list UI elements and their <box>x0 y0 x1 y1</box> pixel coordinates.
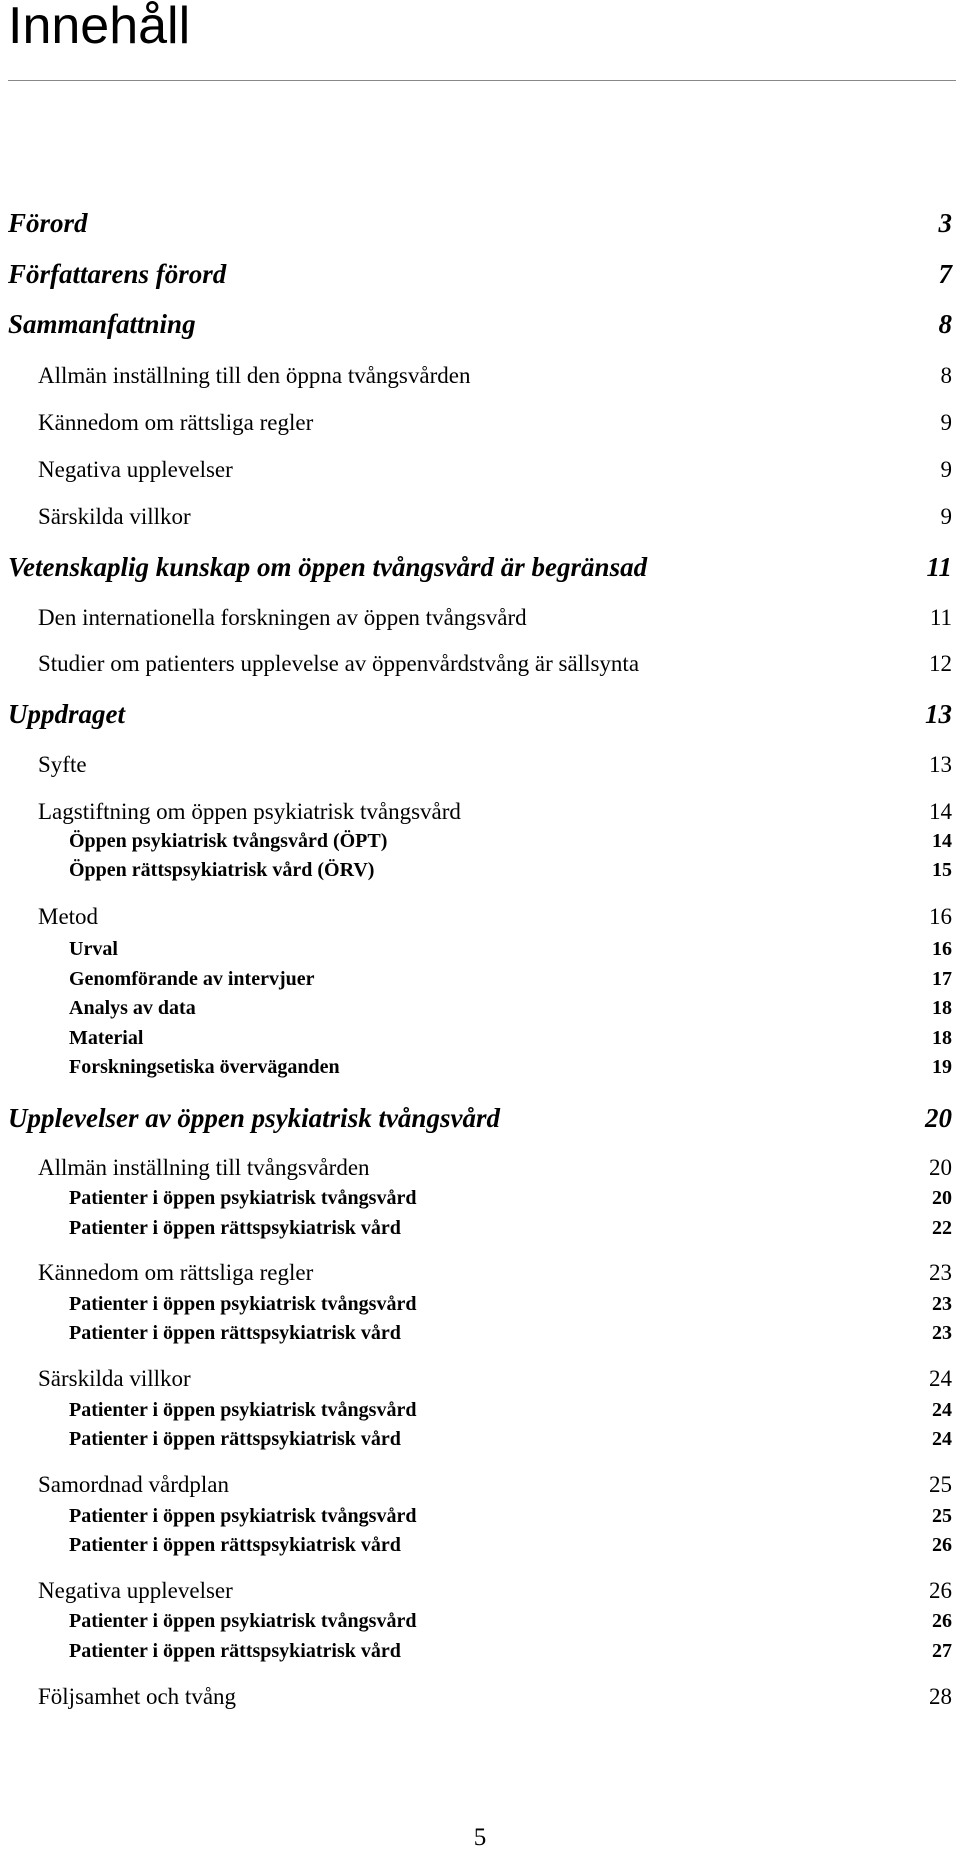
toc-entry-title: Patienter i öppen rättspsykiatrisk vård <box>69 1322 401 1344</box>
toc-entry[interactable] <box>8 259 952 293</box>
toc-entry[interactable] <box>69 1293 952 1319</box>
toc-entry-title: Författarens förord <box>8 259 227 289</box>
toc-entry-page: 11 <box>926 552 952 582</box>
toc-entry-page: 23 <box>932 1293 952 1315</box>
toc-entry[interactable] <box>69 1505 952 1531</box>
toc-entry-title: Patienter i öppen rättspsykiatrisk vård <box>69 1428 401 1450</box>
toc-entry-title: Samordnad vårdplan <box>38 1472 229 1497</box>
toc-entry-title: Patienter i öppen psykiatrisk tvångsvård <box>69 1187 417 1209</box>
toc-entry-title: Negativa upplevelser <box>38 457 233 482</box>
toc-entry-title: Negativa upplevelser <box>38 1578 233 1603</box>
toc-entry-title: Patienter i öppen rättspsykiatrisk vård <box>69 1640 401 1662</box>
toc-entry-title: Lagstiftning om öppen psykiatrisk tvångsvård <box>38 799 461 824</box>
page-number: 5 <box>473 1824 487 1851</box>
toc-entry[interactable] <box>8 699 952 733</box>
toc-entry[interactable] <box>38 651 952 681</box>
toc-entry-title: Följsamhet och tvång <box>38 1684 237 1709</box>
toc-entry-title: Den internationella forskningen av öppen tvångsvård <box>38 605 527 630</box>
toc-entry[interactable] <box>38 1578 952 1608</box>
toc-entry[interactable] <box>38 799 952 829</box>
toc-entry-title: Kännedom om rättsliga regler <box>38 410 314 435</box>
toc-entry-page: 16 <box>932 938 952 960</box>
toc-entry-title: Patienter i öppen psykiatrisk tvångsvård <box>69 1610 417 1632</box>
toc-entry[interactable] <box>69 1640 952 1666</box>
toc-entry-title: Analys av data <box>69 997 196 1019</box>
toc-entry-title: Uppdraget <box>8 699 125 729</box>
toc-entry-title: Sammanfattning <box>8 309 196 339</box>
toc-entry-page: 20 <box>932 1187 952 1209</box>
toc-entry-title: Allmän inställning till den öppna tvångsvården <box>38 363 471 388</box>
toc-entry[interactable] <box>38 752 952 782</box>
toc-entry-title: Särskilda villkor <box>38 504 191 529</box>
toc-entry[interactable] <box>69 1322 952 1348</box>
toc-entry-page: 22 <box>932 1217 952 1239</box>
toc-entry[interactable] <box>38 1684 952 1714</box>
toc-entry-page: 9 <box>940 504 952 529</box>
toc-entry-title: Öppen psykiatrisk tvångsvård (ÖPT) <box>69 830 388 852</box>
toc-entry-page: 8 <box>938 309 952 339</box>
toc-entry-page: 12 <box>929 651 952 676</box>
toc-entry[interactable] <box>38 363 952 393</box>
toc-entry[interactable] <box>69 1534 952 1560</box>
toc-entry[interactable] <box>8 208 952 242</box>
toc-entry-title: Patienter i öppen psykiatrisk tvångsvård <box>69 1505 417 1527</box>
toc-entry-page: 27 <box>932 1640 952 1662</box>
toc-entry-page: 24 <box>929 1366 952 1391</box>
toc-entry-title: Metod <box>38 904 99 929</box>
toc-entry-title: Forskningsetiska överväganden <box>69 1056 340 1078</box>
toc-entry[interactable] <box>38 410 952 440</box>
page-title: Innehåll <box>8 0 191 55</box>
toc-entry-page: 18 <box>932 997 952 1019</box>
toc-entry[interactable] <box>69 1610 952 1636</box>
toc-entry[interactable] <box>69 938 952 964</box>
toc-entry[interactable] <box>69 968 952 994</box>
toc-entry-page: 16 <box>929 904 952 929</box>
toc-entry[interactable] <box>8 552 952 586</box>
toc-entry[interactable] <box>38 1260 952 1290</box>
toc-entry-title: Genomförande av intervjuer <box>69 968 315 990</box>
toc-entry-title: Studier om patienters upplevelse av öppenvårdstvång är sällsynta <box>38 651 640 676</box>
toc-entry[interactable] <box>38 504 952 534</box>
toc-entry[interactable] <box>38 904 952 934</box>
toc-entry-page: 24 <box>932 1399 952 1421</box>
toc-entry[interactable] <box>8 309 952 343</box>
toc-entry-page: 18 <box>932 1027 952 1049</box>
toc-entry-page: 8 <box>940 363 952 388</box>
toc-entry-page: 26 <box>929 1578 952 1603</box>
toc-entry[interactable] <box>38 1155 952 1185</box>
toc-entry[interactable] <box>8 1103 952 1137</box>
toc-entry-title: Allmän inställning till tvångsvården <box>38 1155 370 1180</box>
toc-entry[interactable] <box>69 1056 952 1082</box>
toc-entry[interactable] <box>69 1428 952 1454</box>
toc-entry-page: 23 <box>932 1322 952 1344</box>
toc-entry-page: 24 <box>932 1428 952 1450</box>
toc-entry-page: 20 <box>925 1103 952 1133</box>
toc-entry-page: 25 <box>932 1505 952 1527</box>
toc-entry-page: 14 <box>932 830 952 852</box>
toc-entry-page: 11 <box>929 605 952 630</box>
toc-entry-page: 13 <box>929 752 952 777</box>
toc-entry-page: 9 <box>940 410 952 435</box>
toc-entry[interactable] <box>69 1027 952 1053</box>
toc-entry-title: Material <box>69 1027 144 1049</box>
toc-entry-page: 14 <box>929 799 952 824</box>
toc-entry-page: 20 <box>929 1155 952 1180</box>
toc-entry-page: 3 <box>938 208 952 238</box>
toc-entry-page: 9 <box>940 457 952 482</box>
toc-entry[interactable] <box>69 1187 952 1213</box>
toc-entry[interactable] <box>69 997 952 1023</box>
toc-entry-page: 25 <box>929 1472 952 1497</box>
toc-entry-title: Patienter i öppen psykiatrisk tvångsvård <box>69 1399 417 1421</box>
toc-entry-page: 13 <box>925 699 952 729</box>
toc-entry-title: Upplevelser av öppen psykiatrisk tvångsvård <box>8 1103 500 1133</box>
toc-entry[interactable] <box>38 457 952 487</box>
toc-entry[interactable] <box>38 1472 952 1502</box>
toc-entry-page: 26 <box>932 1610 952 1632</box>
toc-entry-page: 7 <box>938 259 952 289</box>
toc-entry-title: Öppen rättspsykiatrisk vård (ÖRV) <box>69 859 375 881</box>
toc-entry[interactable] <box>69 1217 952 1243</box>
toc-entry-page: 26 <box>932 1534 952 1556</box>
toc-entry-title: Kännedom om rättsliga regler <box>38 1260 314 1285</box>
toc-entry[interactable] <box>69 859 952 885</box>
toc-entry-page: 17 <box>932 968 952 990</box>
toc-entry-page: 15 <box>932 859 952 881</box>
toc-entry[interactable] <box>69 1399 952 1425</box>
toc-entry-page: 23 <box>929 1260 952 1285</box>
toc-entry[interactable] <box>69 830 952 856</box>
toc-entry-title: Förord <box>8 208 88 238</box>
toc-entry[interactable] <box>38 1366 952 1396</box>
toc-entry-title: Patienter i öppen psykiatrisk tvångsvård <box>69 1293 417 1315</box>
toc-entry-title: Patienter i öppen rättspsykiatrisk vård <box>69 1534 401 1556</box>
toc-entry-title: Syfte <box>38 752 87 777</box>
toc-entry-title: Särskilda villkor <box>38 1366 191 1391</box>
toc-entry-page: 19 <box>932 1056 952 1078</box>
toc-entry-title: Urval <box>69 938 118 960</box>
toc-entry-title: Patienter i öppen rättspsykiatrisk vård <box>69 1217 401 1239</box>
toc-entry-page: 28 <box>929 1684 952 1709</box>
toc-entry-title: Vetenskaplig kunskap om öppen tvångsvård är begränsad <box>8 552 648 582</box>
toc-entry[interactable] <box>38 605 952 635</box>
